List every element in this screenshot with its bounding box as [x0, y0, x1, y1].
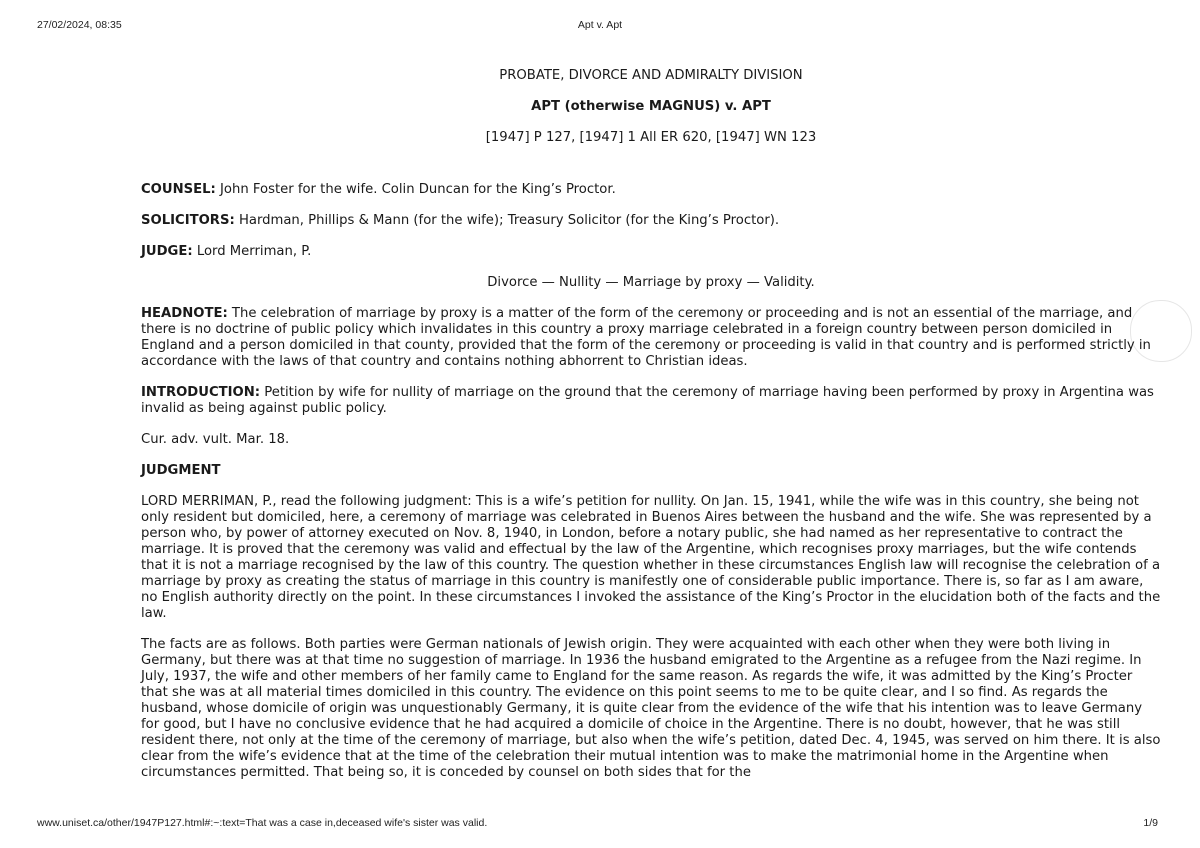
document-body — [141, 68, 1161, 796]
solicitors-field — [141, 213, 1161, 229]
solicitors-text: Hardman, Phillips & Mann (for the wife); Treasury Solicitor (for the King’s Proctor). — [234, 213, 780, 228]
judge-field — [141, 244, 1161, 260]
counsel-text: John Foster for the wife. Colin Duncan for the King’s Proctor. — [215, 182, 616, 197]
counsel-field — [141, 182, 1161, 198]
judgment-heading: JUDGMENT — [141, 463, 221, 478]
print-page-number: 1/9 — [1143, 817, 1158, 829]
counsel-label: COUNSEL: — [141, 182, 216, 197]
solicitors-label: SOLICITORS: — [141, 213, 235, 228]
headnote-label: HEADNOTE: — [141, 306, 228, 321]
print-url: www.uniset.ca/other/1947P127.html#:~:text=That was a case in,deceased wife's sister was valid. — [37, 817, 488, 829]
introduction-text: Petition by wife for nullity of marriage on the ground that the ceremony of marriage having been performed by proxy in Argentina was invalid as being against public policy. — [141, 385, 1154, 416]
case-title: APT (otherwise MAGNUS) v. APT — [531, 99, 771, 114]
headnote-text: The celebration of marriage by proxy is a matter of the form of the ceremony or proceeding and is not an essential of the marriage, and there is no doctrine of public policy which invalidates in this country a proxy marriage celebrated in a foreign country between person domiciled in England and a person domiciled in that county, provided that the form of the ceremony or proceeding is valid in that country and is performed strictly in accordance with the laws of that country and contains nothing abhorrent to Christian ideas. — [141, 306, 1151, 369]
introduction-field — [141, 385, 1161, 417]
print-page-title: Apt v. Apt — [577, 19, 623, 31]
case-citation: [1947] P 127, [1947] 1 All ER 620, [1947] WN 123 — [485, 130, 817, 145]
introduction-label: INTRODUCTION: — [141, 385, 261, 400]
judgment-paragraph-2: The facts are as follows. Both parties were German nationals of Jewish origin. They were acquainted with each other when they were both living in Germany, but there was at that time no suggestion of marriage. In 1936 the husband emigrated to the Argentine as a refugee from the Nazi regime. In July, 1937, the wife and other members of her family came to England for the same reason. As regards the wife, it was admitted by the King’s Procter that she was at all material times domiciled in this country. The evidence on this point seems to me to be quite clear, and I so find. As regards the husband, whose domicile of origin was unquestionably Germany, it is quite clear from the evidence of the wife that his intention was to leave Germany for good, but I have no conclusive evidence that he had acquired a domicile of choice in the Argentine. There is no doubt, however, that he was still resident there, not only at the time of the ceremony of marriage, but also when the wife’s petition, dated Dec. 4, 1945, was served on him there. It is also clear from the wife’s evidence that at the time of the celebration their mutual intention was to make the matrimonial home in the Argentine when circumstances permitted. That being so, it is conceded by counsel on both sides that for the — [141, 637, 1161, 780]
cur-adv-vult: Cur. adv. vult. Mar. 18. — [141, 432, 290, 447]
print-datetime: 27/02/2024, 08:35 — [37, 19, 122, 31]
headnote-field — [141, 306, 1161, 370]
judgment-paragraph-1: LORD MERRIMAN, P., read the following judgment: This is a wife’s petition for nullity. On Jan. 15, 1941, while the wife was in this country, she being not only resident but domiciled, here, a ceremony of marriage was celebrated in Buenos Aires between the husband and the wife. She was represented by a person who, by power of attorney executed on Nov. 8, 1940, in London, before a notary public, she had named as her representative to contract the marriage. It is proved that the ceremony was valid and effectual by the law of the Argentine, which recognises proxy marriages, but the wife contends that it is not a marriage recognised by the law of this country. The question whether in these circumstances English law will recognise the celebration of a marriage by proxy as creating the status of marriage in this country is manifestly one of considerable public importance. There is, so far as I am aware, no English authority directly on the point. In these circumstances I invoked the assistance of the King’s Proctor in the elucidation both of the facts and the law. — [141, 494, 1161, 621]
catchwords: Divorce — Nullity — Marriage by proxy — Validity. — [487, 275, 815, 290]
judge-text: Lord Merriman, P. — [192, 244, 312, 259]
court-name: PROBATE, DIVORCE AND ADMIRALTY DIVISION — [499, 68, 803, 83]
judge-label: JUDGE: — [141, 244, 193, 259]
